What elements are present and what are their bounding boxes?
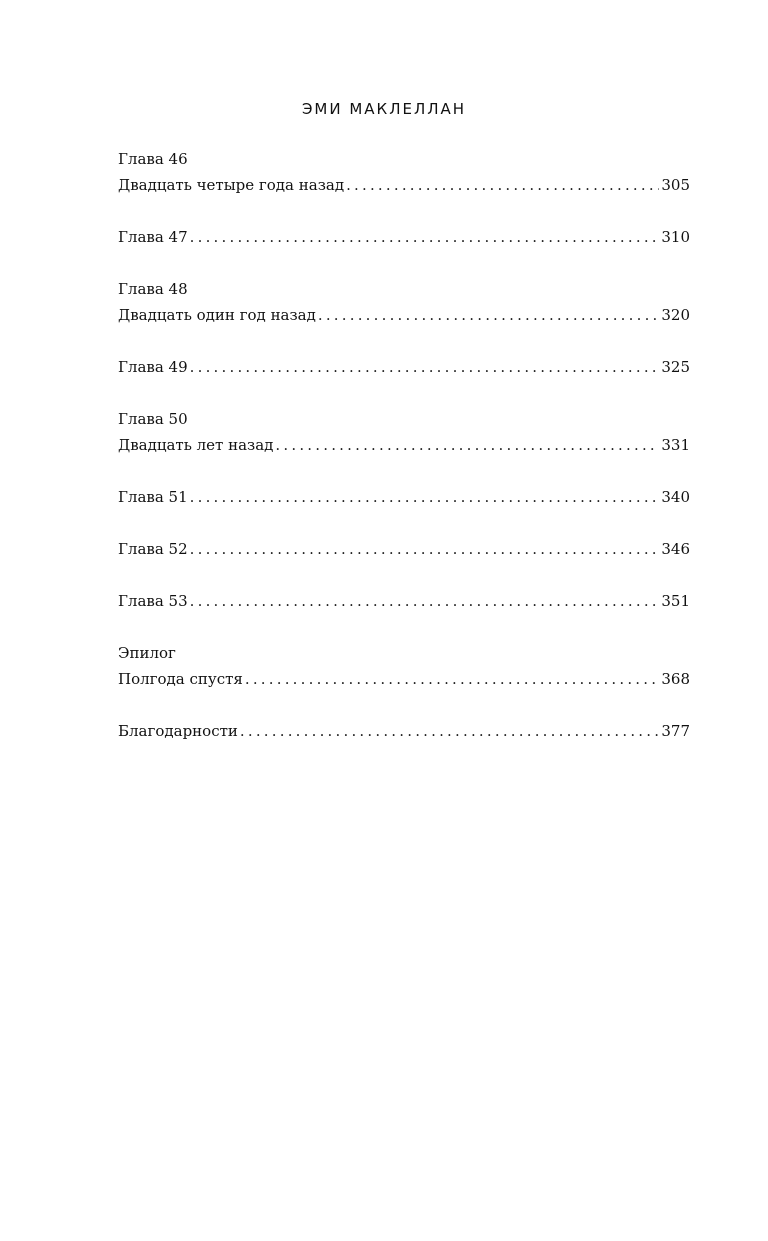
toc-heading: Эпилог [118, 644, 176, 662]
dot-leader [190, 354, 660, 380]
dot-leader [190, 484, 660, 510]
toc-title: Глава 52 [118, 540, 188, 558]
toc-title: Двадцать четыре года назад [118, 176, 345, 194]
dot-leader [275, 432, 659, 458]
toc-title-line [118, 432, 690, 458]
toc-title-line [118, 224, 690, 250]
toc-heading: Глава 48 [118, 280, 188, 298]
dot-leader [318, 302, 659, 328]
toc-title-line [118, 172, 690, 198]
toc-page-number: 377 [661, 722, 690, 740]
toc-entry [118, 536, 690, 562]
toc-title: Глава 53 [118, 592, 188, 610]
toc-title-line [118, 354, 690, 380]
dot-leader [190, 536, 660, 562]
toc-title: Глава 49 [118, 358, 188, 376]
toc-title-line [118, 536, 690, 562]
toc-entry [118, 588, 690, 614]
toc-title: Глава 51 [118, 488, 188, 506]
running-head: ЭМИ МАКЛЕЛЛАН [301, 100, 467, 118]
toc-title-line [118, 718, 690, 744]
toc-title: Двадцать один год назад [118, 306, 316, 324]
toc-heading: Глава 46 [118, 150, 188, 168]
toc-heading: Глава 50 [118, 410, 188, 428]
toc-page-number: 340 [661, 488, 690, 506]
toc-page-number: 320 [661, 306, 690, 324]
toc-page-number: 310 [661, 228, 690, 246]
toc-entry [118, 406, 690, 458]
toc-entry [118, 224, 690, 250]
toc-title: Благодарности [118, 722, 238, 740]
toc-entry [118, 276, 690, 328]
toc-page-number: 331 [661, 436, 690, 454]
toc-title-line [118, 302, 690, 328]
toc-heading-line [118, 640, 690, 666]
toc-title-line [118, 588, 690, 614]
toc-title: Глава 47 [118, 228, 188, 246]
toc-entry [118, 354, 690, 380]
toc-entry [118, 484, 690, 510]
toc-page-number: 368 [661, 670, 690, 688]
toc-title-line [118, 484, 690, 510]
dot-leader [245, 666, 659, 692]
toc-title: Двадцать лет назад [118, 436, 274, 454]
toc-heading-line [118, 146, 690, 172]
toc-page-number: 325 [661, 358, 690, 376]
dot-leader [190, 588, 660, 614]
dot-leader [190, 224, 660, 250]
toc-page-number: 351 [661, 592, 690, 610]
toc-page-number: 305 [661, 176, 690, 194]
dot-leader [346, 172, 659, 198]
toc-title-line [118, 666, 690, 692]
table-of-contents [118, 146, 690, 770]
toc-entry [118, 146, 690, 198]
dot-leader [240, 718, 659, 744]
toc-heading-line [118, 276, 690, 302]
toc-page-number: 346 [661, 540, 690, 558]
toc-title: Полгода спустя [118, 670, 243, 688]
toc-heading-line [118, 406, 690, 432]
toc-entry [118, 718, 690, 744]
toc-entry [118, 640, 690, 692]
